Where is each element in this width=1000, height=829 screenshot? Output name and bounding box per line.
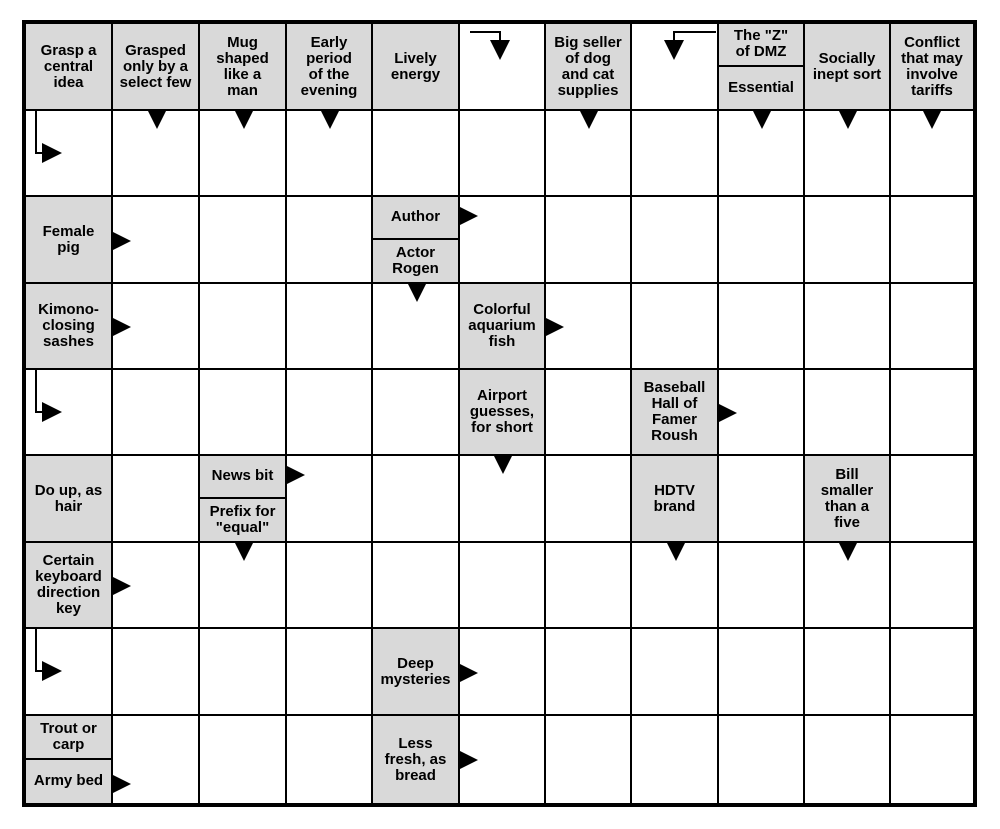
answer-cell[interactable]: [891, 370, 973, 456]
answer-cell[interactable]: [546, 629, 632, 716]
letter-input[interactable]: [200, 284, 285, 368]
clue-cell: [200, 24, 287, 111]
answer-cell[interactable]: [373, 456, 460, 543]
letter-input[interactable]: [373, 370, 458, 454]
arrow-down-icon: [234, 541, 254, 561]
letter-input[interactable]: [546, 370, 630, 454]
letter-input[interactable]: [287, 197, 371, 282]
answer-cell[interactable]: [373, 543, 460, 629]
arrow-down-icon: [922, 109, 942, 129]
arrow-right-icon: [285, 465, 305, 485]
answer-cell[interactable]: [200, 629, 287, 716]
answer-cell[interactable]: [200, 197, 287, 284]
clue-text: Trout or carp: [26, 716, 111, 760]
clue-text: Bill smaller than a five: [820, 465, 874, 531]
clue-cell: [373, 197, 460, 284]
answer-cell[interactable]: [805, 716, 891, 803]
clue-cell: [26, 543, 113, 629]
clue-text: Prefix for "equal": [209, 502, 276, 536]
answer-cell[interactable]: [632, 111, 719, 197]
answer-cell[interactable]: [460, 111, 546, 197]
answer-cell[interactable]: [200, 716, 287, 803]
answer-cell[interactable]: [546, 197, 632, 284]
clue-text: News bit: [200, 456, 285, 499]
letter-input[interactable]: [632, 111, 717, 195]
clue-text: Baseball Hall of Famer Roush: [643, 379, 706, 444]
answer-cell[interactable]: [805, 197, 891, 284]
clue-text: Early period of the evening: [300, 33, 358, 99]
clue-cell: [546, 24, 632, 111]
letter-input[interactable]: [113, 629, 198, 714]
clue-text: Conflict that may involve tariffs: [901, 33, 963, 99]
clue-cell: [460, 370, 546, 456]
clue-cell: [805, 24, 891, 111]
letter-input[interactable]: [200, 629, 285, 714]
letter-input[interactable]: [546, 543, 630, 627]
answer-cell[interactable]: [200, 284, 287, 370]
letter-input[interactable]: [546, 197, 630, 282]
clue-text: Grasped only by a select few: [119, 41, 192, 91]
letter-input[interactable]: [373, 456, 458, 541]
answer-cell[interactable]: [287, 370, 373, 456]
clue-cell: [373, 24, 460, 111]
letter-input[interactable]: [805, 284, 889, 368]
answer-cell[interactable]: [113, 629, 200, 716]
arrow-right-icon: [458, 750, 478, 770]
letter-input[interactable]: [287, 370, 371, 454]
clue-text: Deep mysteries: [380, 654, 451, 688]
clue-text: Mug shaped like a man: [216, 33, 269, 99]
arrow-down-icon: [407, 282, 427, 302]
arrow-down-icon: [838, 541, 858, 561]
letter-input[interactable]: [200, 716, 285, 803]
arrow-down-icon: [666, 541, 686, 561]
letter-input[interactable]: [719, 716, 803, 803]
clue-text: The "Z" of DMZ: [719, 24, 803, 67]
answer-cell[interactable]: [200, 370, 287, 456]
answer-cell[interactable]: [891, 543, 973, 629]
arrow-down-icon: [147, 109, 167, 129]
clue-text: Grasp a central idea: [40, 41, 97, 91]
answer-cell[interactable]: [287, 716, 373, 803]
arrow-right-icon: [111, 576, 131, 596]
letter-input[interactable]: [460, 111, 544, 195]
crossword-grid: [22, 20, 977, 807]
letter-input[interactable]: [373, 111, 458, 195]
letter-input[interactable]: [805, 197, 889, 282]
letter-input[interactable]: [719, 543, 803, 627]
answer-cell[interactable]: [719, 543, 805, 629]
clue-text: Do up, as hair: [34, 481, 103, 515]
clue-text: Female pig: [42, 222, 95, 256]
letter-input[interactable]: [805, 370, 889, 454]
letter-input[interactable]: [200, 197, 285, 282]
letter-input[interactable]: [719, 197, 803, 282]
clue-text: Kimono- closing sashes: [38, 301, 99, 350]
letter-input[interactable]: [287, 629, 371, 714]
answer-cell[interactable]: [546, 370, 632, 456]
clue-text: Essential: [728, 78, 794, 96]
letter-input[interactable]: [805, 629, 889, 714]
clue-cell: [373, 716, 460, 803]
letter-input[interactable]: [373, 543, 458, 627]
answer-cell[interactable]: [546, 456, 632, 543]
bent-arrow-icon: [32, 627, 92, 687]
clue-cell: [113, 24, 200, 111]
clue-text: Certain keyboard direction key: [35, 552, 102, 617]
bent-arrow-icon: [664, 28, 724, 88]
letter-input[interactable]: [805, 716, 889, 803]
clue-cell: [632, 456, 719, 543]
arrow-right-icon: [458, 663, 478, 683]
arrow-down-icon: [234, 109, 254, 129]
letter-input[interactable]: [632, 716, 717, 803]
letter-input[interactable]: [460, 543, 544, 627]
arrow-right-icon: [458, 206, 478, 226]
letter-input[interactable]: [891, 370, 973, 454]
answer-cell[interactable]: [805, 284, 891, 370]
arrow-right-icon: [544, 317, 564, 337]
answer-cell[interactable]: [719, 197, 805, 284]
arrow-down-icon: [579, 109, 599, 129]
arrow-down-icon: [493, 454, 513, 474]
answer-cell[interactable]: [805, 629, 891, 716]
letter-input[interactable]: [891, 456, 973, 541]
letter-input[interactable]: [287, 284, 371, 368]
answer-cell[interactable]: [113, 370, 200, 456]
answer-cell[interactable]: [891, 456, 973, 543]
letter-input[interactable]: [546, 716, 630, 803]
answer-cell[interactable]: [805, 370, 891, 456]
letter-input[interactable]: [891, 284, 973, 368]
answer-cell[interactable]: [373, 370, 460, 456]
letter-input[interactable]: [200, 370, 285, 454]
letter-input[interactable]: [891, 716, 973, 803]
clue-cell: [632, 370, 719, 456]
bent-arrow-icon: [470, 28, 530, 88]
clue-text: Colorful aquarium fish: [468, 301, 536, 350]
clue-text: Lively energy: [390, 49, 441, 83]
letter-input[interactable]: [719, 456, 803, 541]
answer-cell[interactable]: [546, 716, 632, 803]
letter-input[interactable]: [113, 456, 198, 541]
answer-cell[interactable]: [719, 284, 805, 370]
arrow-right-icon: [111, 231, 131, 251]
clue-text: Less fresh, as bread: [384, 734, 447, 784]
clue-text: Author: [373, 197, 458, 240]
clue-cell: [287, 24, 373, 111]
letter-input[interactable]: [632, 284, 717, 368]
answer-cell[interactable]: [287, 629, 373, 716]
answer-cell[interactable]: [546, 543, 632, 629]
clue-cell: [26, 456, 113, 543]
letter-input[interactable]: [891, 197, 973, 282]
clue-cell: [200, 456, 287, 543]
answer-cell[interactable]: [632, 629, 719, 716]
bent-arrow-icon: [32, 368, 92, 428]
letter-input[interactable]: [632, 197, 717, 282]
answer-cell[interactable]: [891, 197, 973, 284]
answer-cell[interactable]: [719, 629, 805, 716]
arrow-right-icon: [717, 403, 737, 423]
answer-cell[interactable]: [632, 197, 719, 284]
clue-text: Airport guesses, for short: [469, 387, 535, 436]
answer-cell[interactable]: [287, 197, 373, 284]
answer-cell[interactable]: [891, 716, 973, 803]
answer-cell[interactable]: [719, 456, 805, 543]
arrow-down-icon: [838, 109, 858, 129]
bent-arrow-icon: [32, 109, 92, 169]
letter-input[interactable]: [287, 716, 371, 803]
answer-cell[interactable]: [287, 543, 373, 629]
answer-cell[interactable]: [891, 629, 973, 716]
clue-text: Socially inept sort: [812, 49, 882, 83]
answer-cell[interactable]: [373, 111, 460, 197]
clue-text: Big seller of dog and cat supplies: [554, 33, 622, 99]
letter-input[interactable]: [287, 543, 371, 627]
clue-cell: [719, 24, 805, 111]
letter-input[interactable]: [891, 543, 973, 627]
arrow-down-icon: [752, 109, 772, 129]
letter-input[interactable]: [546, 629, 630, 714]
answer-cell[interactable]: [460, 543, 546, 629]
answer-cell[interactable]: [113, 456, 200, 543]
letter-input[interactable]: [719, 629, 803, 714]
clue-cell: [460, 284, 546, 370]
arrow-right-icon: [111, 774, 131, 794]
clue-cell: [26, 197, 113, 284]
answer-cell[interactable]: [632, 284, 719, 370]
clue-cell: [26, 284, 113, 370]
letter-input[interactable]: [891, 629, 973, 714]
answer-cell[interactable]: [632, 716, 719, 803]
clue-text: HDTV brand: [653, 481, 696, 515]
clue-cell: [26, 716, 113, 803]
letter-input[interactable]: [719, 284, 803, 368]
clue-cell: [26, 24, 113, 111]
clue-text: Actor Rogen: [392, 243, 439, 277]
letter-input[interactable]: [546, 456, 630, 541]
arrow-down-icon: [320, 109, 340, 129]
clue-cell: [891, 24, 973, 111]
answer-cell[interactable]: [287, 284, 373, 370]
clue-text: Army bed: [33, 772, 104, 790]
answer-cell[interactable]: [719, 716, 805, 803]
clue-cell: [805, 456, 891, 543]
letter-input[interactable]: [113, 370, 198, 454]
arrow-right-icon: [111, 317, 131, 337]
clue-cell: [373, 629, 460, 716]
letter-input[interactable]: [632, 629, 717, 714]
answer-cell[interactable]: [891, 284, 973, 370]
